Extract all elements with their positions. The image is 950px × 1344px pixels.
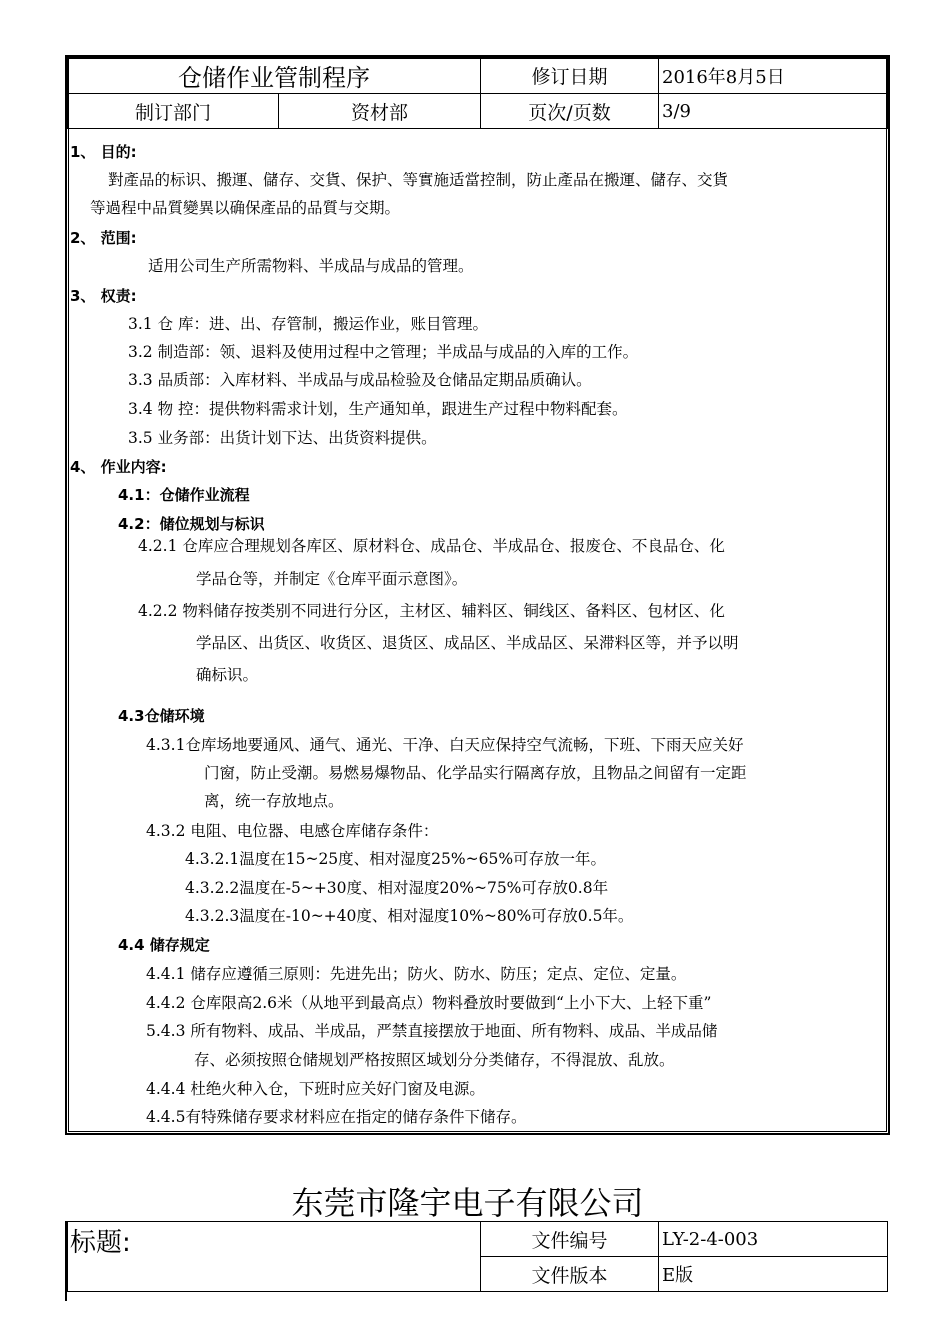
- subsection-heading: 4.1：仓储作业流程: [118, 486, 250, 504]
- list-item: 存、必须按照仓储规划严格按照区域划分分类储存，不得混放、乱放。: [194, 1051, 675, 1069]
- subsection-heading: 4.3仓储环境: [118, 707, 205, 725]
- list-item: 4.2.2 物料储存按类别不同进行分区，主材区、辅料区、铜线区、备料区、包材区、化: [138, 602, 725, 620]
- doc-number-label: 文件编号: [481, 1222, 659, 1257]
- section-heading: 3、 权责:: [70, 287, 137, 305]
- list-item: 3.2 制造部：领、退料及使用过程中之管理；半成品与成品的入库的工作。: [128, 343, 639, 361]
- dept-value: 资材部: [279, 94, 481, 129]
- section-heading: 2、 范围:: [70, 229, 137, 247]
- dept-label: 制订部门: [68, 94, 279, 129]
- list-item: 4.3.2.2温度在-5~+30度、相对湿度20%~75%可存放0.8年: [185, 879, 609, 897]
- doc-title: 仓储作业管制程序: [68, 58, 481, 94]
- section-heading: 4、 作业内容:: [70, 458, 167, 476]
- subsection-heading: 4.2：储位规划与标识: [118, 515, 265, 533]
- list-item: 4.3.2 电阻、电位器、电感仓库储存条件：: [146, 822, 439, 840]
- list-item: 3.4 物 控：提供物料需求计划，生产通知单，跟进生产过程中物料配套。: [128, 400, 628, 418]
- paragraph-line: 等過程中品質變異以确保產品的品質与交期。: [90, 199, 401, 217]
- list-item: 4.4.1 储存应遵循三原则：先进先出；防火、防水、防压；定点、定位、定量。: [146, 965, 687, 983]
- list-item: 5.4.3 所有物料、成品、半成品，严禁直接摆放于地面、所有物料、成品、半成品储: [146, 1022, 718, 1040]
- list-item: 学品区、出货区、收货区、退货区、成品区、半成品区、呆滞料区等，并予以明: [196, 634, 739, 652]
- revision-date-label: 修订日期: [481, 58, 659, 94]
- list-item: 离，统一存放地点。: [204, 792, 344, 810]
- section-heading: 1、 目的:: [70, 143, 137, 161]
- doc-version-label: 文件版本: [481, 1257, 659, 1292]
- list-item: 确标识。: [196, 666, 259, 684]
- footer-table: [67, 1221, 888, 1292]
- subsection-heading: 4.4 储存规定: [118, 936, 210, 954]
- list-item: 3.3 品质部：入库材料、半成品与成品检验及仓储品定期品质确认。: [128, 371, 592, 389]
- list-item: 4.3.2.1温度在15~25度、相对湿度25%~65%可存放一年。: [185, 850, 607, 868]
- page-value: 3/9: [659, 94, 888, 129]
- list-item: 4.3.2.3温度在-10~+40度、相对湿度10%~80%可存放0.5年。: [185, 907, 634, 925]
- list-item: 4.2.1 仓库应合理规划各库区、原材料仓、成品仓、半成品仓、报废仓、不良品仓、化: [138, 537, 725, 555]
- header-table: [67, 57, 888, 129]
- title-label: 标题:: [68, 1222, 481, 1292]
- list-item: 3.5 业务部：出货计划下达、出货资料提供。: [128, 429, 437, 447]
- list-item: 3.1 仓 库：进、出、存管制，搬运作业，账目管理。: [128, 315, 489, 333]
- list-item: 4.4.2 仓库限高2.6米（从地平到最高点）物料叠放时要做到“上小下大、上轻下重”: [146, 994, 712, 1012]
- list-item: 4.4.4 杜绝火种入仓，下班时应关好门窗及电源。: [146, 1080, 485, 1098]
- list-item: 4.4.5有特殊储存要求材料应在指定的储存条件下储存。: [146, 1108, 527, 1126]
- company-name: 东莞市隆宇电子有限公司: [291, 1184, 644, 1222]
- page-label: 页次/页数: [481, 94, 659, 129]
- list-item: 学品仓等，并制定《仓库平面示意图》。: [196, 570, 468, 588]
- list-item: 门窗，防止受潮。易燃易爆物品、化学品实行隔离存放，且物品之间留有一定距: [204, 764, 747, 782]
- list-item: 4.3.1仓库场地要通风、通气、通光、干净、白天应保持空气流畅，下班、下雨天应关好: [146, 736, 744, 754]
- doc-number-value: LY-2-4-003: [659, 1222, 888, 1257]
- doc-version-value: E版: [659, 1257, 888, 1292]
- revision-date-value: 2016年8月5日: [659, 58, 888, 94]
- paragraph-line: 适用公司生产所需物料、半成品与成品的管理。: [148, 257, 474, 275]
- paragraph-line: 對產品的标识、搬運、儲存、交貨、保护、等實施适當控制，防止產品在搬運、儲存、交貨: [108, 171, 729, 189]
